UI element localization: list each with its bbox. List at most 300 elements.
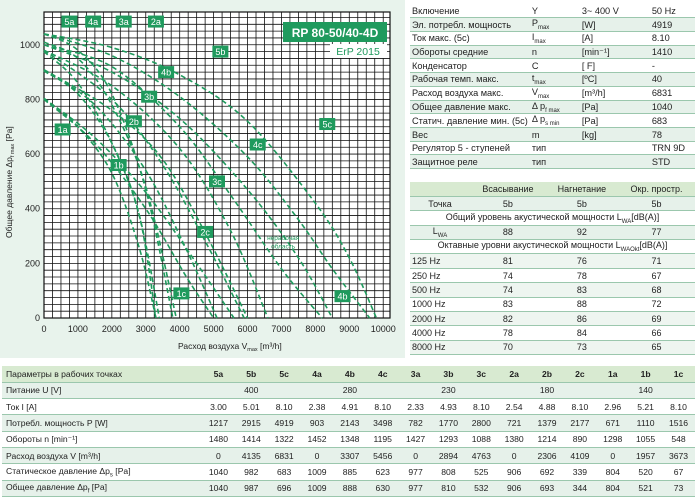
working-point-value: 2143	[333, 415, 366, 431]
y-tick-label: 600	[24, 149, 40, 160]
working-point-value: 623	[366, 464, 399, 480]
working-point-value: 721	[498, 415, 531, 431]
working-point-column-header: 3c	[465, 366, 498, 382]
spec-label: Включение	[410, 4, 530, 18]
working-point-value: 3673	[662, 447, 695, 463]
working-points-row-label	[2, 399, 202, 415]
working-point-value: 3.00	[202, 399, 235, 415]
working-point-value: 4.88	[531, 399, 564, 415]
subscript: WAOkt	[620, 247, 640, 254]
spec-row	[410, 155, 695, 169]
spec-label: Конденсатор	[410, 59, 530, 73]
subscript: WA	[621, 218, 632, 225]
spec-label: Общее давление макс.	[410, 100, 530, 114]
curve-label-5b	[212, 46, 228, 58]
spec-unit: [ F]	[580, 59, 650, 73]
text: Y	[531, 5, 538, 16]
x-tick-label: 0	[41, 324, 47, 334]
text: Общий уровень акустической мощности L	[445, 211, 622, 222]
text: тип	[531, 156, 547, 167]
working-point-value: 1088	[465, 431, 498, 447]
acoustic-band-frequency: 1000 Hz	[410, 297, 470, 311]
working-point-value: 1379	[531, 415, 564, 431]
working-points-row-label	[2, 480, 202, 496]
working-points-row-label	[2, 431, 202, 447]
subscript: s min	[545, 121, 560, 128]
acoustic-band-row	[410, 268, 695, 282]
x-tick-label: 7000	[271, 324, 292, 334]
spec-row	[410, 59, 695, 73]
x-tick-label: 3000	[135, 324, 156, 334]
curve-label-text: 5b	[215, 47, 226, 58]
text: Расход воздуха V [m³/h]	[6, 450, 101, 461]
working-point-value: 696	[268, 480, 301, 496]
working-points-row-label	[2, 464, 202, 480]
working-point-value: 344	[563, 480, 596, 496]
curve-label-text: 1c	[176, 288, 187, 299]
working-point-value: 2.33	[399, 399, 432, 415]
x-tick-label: 8000	[305, 324, 326, 334]
curve-label-4a	[85, 16, 101, 28]
acoustic-header-row	[410, 182, 695, 196]
working-point-value: 5.01	[235, 399, 268, 415]
working-point-value: 525	[465, 464, 498, 480]
working-points-row	[2, 415, 695, 431]
working-point-value: 73	[662, 480, 695, 496]
spec-unit: [ºC]	[580, 72, 650, 86]
spec-unit: [min⁻¹]	[580, 45, 650, 59]
acoustic-total-caption	[410, 211, 695, 225]
acoustic-column-header: Окр. простр.	[618, 182, 695, 196]
spec-row	[410, 4, 695, 18]
working-point-value: 2.54	[498, 399, 531, 415]
acoustic-band-value: 74	[470, 283, 546, 297]
spec-unit: [W]	[580, 18, 650, 32]
curve-label-4c	[250, 139, 266, 151]
spec-value: 683	[650, 114, 695, 128]
spec-label: Ток макс. (5c)	[410, 31, 530, 45]
spec-symbol	[530, 4, 580, 18]
text: Обороты n [min⁻¹]	[6, 433, 78, 444]
curve-label-3a	[116, 16, 132, 28]
working-point-value: 1348	[333, 431, 366, 447]
spec-symbol	[530, 45, 580, 59]
working-point-value: 0	[596, 447, 629, 463]
spec-unit	[580, 141, 650, 155]
acoustic-total-label	[410, 225, 470, 239]
working-point-value: 8.10	[662, 399, 695, 415]
working-point-value: 1195	[366, 431, 399, 447]
working-point-value: 1414	[235, 431, 268, 447]
subscript: max	[534, 38, 546, 45]
text: Общее давление Δp	[6, 481, 88, 492]
working-point-value: 548	[662, 431, 695, 447]
acoustic-table	[410, 182, 695, 355]
spec-label: Статич. давление мин. (5c)	[412, 115, 528, 126]
spec-label: Рабочая темп. макс.	[410, 72, 530, 86]
working-points-header-label: Параметры в рабочих точках	[2, 366, 202, 382]
spec-value: -	[650, 59, 695, 73]
curve-label-3c	[209, 175, 225, 187]
working-point-value: 1293	[432, 431, 465, 447]
x-tick-label: 5000	[203, 324, 224, 334]
spec-symbol	[530, 72, 580, 86]
working-point-column-header: 2a	[498, 366, 531, 382]
text: V	[531, 86, 538, 97]
curve-label-5c	[319, 118, 335, 130]
working-point-value: 532	[465, 480, 498, 496]
spec-row	[410, 141, 695, 155]
working-point-value: 4135	[235, 447, 268, 463]
working-point-value: 0	[498, 447, 531, 463]
text: L	[432, 225, 438, 236]
working-point-value: 692	[531, 464, 564, 480]
spec-label: Защитное реле	[410, 155, 530, 169]
spec-label: Обороты средние	[410, 45, 530, 59]
spec-symbol	[530, 128, 580, 142]
working-point-value: 5.21	[629, 399, 662, 415]
working-point-value: 1055	[629, 431, 662, 447]
acoustic-band-value: 88	[546, 297, 618, 311]
curve-label-text: 3a	[118, 17, 129, 28]
text: Потребл. мощность P [W]	[6, 418, 108, 429]
acoustic-band-value: 65	[618, 340, 695, 354]
working-points-row	[2, 447, 695, 463]
working-point-value: 808	[432, 464, 465, 480]
working-point-value: 782	[399, 415, 432, 431]
spec-row	[410, 31, 695, 45]
spec-value: 1040	[650, 100, 695, 114]
working-point-value: 1009	[301, 480, 334, 496]
working-point-value: 230	[399, 382, 498, 398]
acoustic-point-value: 5b	[470, 196, 546, 210]
working-point-value: 2800	[465, 415, 498, 431]
non-working-area-label: нерабочая	[267, 235, 300, 243]
acoustic-band-frequency: 8000 Hz	[410, 340, 470, 354]
working-point-value: 521	[629, 480, 662, 496]
text: m	[531, 129, 540, 140]
curve-label-4b	[335, 290, 351, 302]
non-working-area-label: область	[271, 243, 296, 251]
working-point-column-header: 4a	[301, 366, 334, 382]
working-point-value: 0	[301, 447, 334, 463]
working-point-value: 6831	[268, 447, 301, 463]
working-point-value: 804	[596, 464, 629, 480]
working-point-value: 2.38	[301, 399, 334, 415]
working-points-row	[2, 464, 695, 480]
working-point-column-header: 2c	[563, 366, 596, 382]
working-point-value: 140	[596, 382, 695, 398]
text: Октавные уровни акустической мощности L	[437, 240, 621, 251]
text: I	[531, 31, 535, 42]
acoustic-point-row	[410, 196, 695, 210]
curve-label-text: 4c	[252, 140, 263, 151]
working-point-column-header: 5c	[268, 366, 301, 382]
curve-label-text: 3c	[212, 176, 222, 187]
fan-curve-svg	[0, 0, 405, 358]
working-point-value: 885	[333, 464, 366, 480]
working-point-value: 1480	[202, 431, 235, 447]
spec-symbol	[530, 100, 580, 114]
working-point-value: 5456	[366, 447, 399, 463]
text: t	[531, 72, 535, 83]
working-point-column-header: 3b	[432, 366, 465, 382]
text: Питание U [V]	[6, 385, 62, 396]
curve-label-text: 2b	[128, 116, 139, 127]
curve-label-1b	[111, 159, 127, 171]
text: тип	[531, 143, 547, 154]
acoustic-octave-caption	[410, 240, 695, 254]
curve-label-4b	[158, 66, 174, 78]
acoustic-band-value: 84	[546, 326, 618, 340]
curve-label-3b	[141, 91, 157, 103]
working-point-value: 1516	[662, 415, 695, 431]
working-point-value: 888	[333, 480, 366, 496]
working-points-table	[2, 366, 695, 497]
text: Δ p	[531, 100, 546, 111]
acoustic-column-header: Нагнетание	[546, 182, 618, 196]
acoustic-total-row	[410, 225, 695, 239]
curve-label-text: 1a	[57, 124, 68, 135]
fan-curve-chart	[0, 0, 405, 358]
curve-label-1c	[173, 287, 189, 299]
working-point-value: 1217	[202, 415, 235, 431]
spec-label: Регулятор 5 - ступеней	[410, 141, 530, 155]
acoustic-band-frequency: 4000 Hz	[410, 326, 470, 340]
spec-symbol	[530, 114, 580, 128]
acoustic-band-value: 78	[470, 326, 546, 340]
acoustic-band-row	[410, 312, 695, 326]
spec-label: Расход воздуха макс.	[410, 86, 530, 100]
working-points-row-label	[2, 382, 202, 398]
working-points-row	[2, 431, 695, 447]
working-point-column-header: 1a	[596, 366, 629, 382]
working-points-row	[2, 382, 695, 398]
spec-symbol	[530, 141, 580, 155]
working-points-row	[2, 480, 695, 496]
working-point-value: 683	[268, 464, 301, 480]
acoustic-band-value: 82	[470, 312, 546, 326]
working-point-column-header: 3a	[399, 366, 432, 382]
acoustic-band-frequency: 500 Hz	[410, 283, 470, 297]
working-point-value: 67	[662, 464, 695, 480]
working-point-value: 339	[563, 464, 596, 480]
working-point-value: 693	[531, 480, 564, 496]
working-point-value: 1040	[202, 464, 235, 480]
acoustic-band-value: 83	[546, 283, 618, 297]
acoustic-band-frequency: 250 Hz	[410, 268, 470, 282]
acoustic-band-value: 81	[470, 254, 546, 268]
working-point-value: 977	[399, 464, 432, 480]
spec-unit: [Pa]	[580, 100, 650, 114]
curve-label-text: 4a	[88, 17, 99, 28]
working-point-value: 4919	[268, 415, 301, 431]
working-point-value: 3307	[333, 447, 366, 463]
working-point-value: 8.10	[465, 399, 498, 415]
spec-symbol	[530, 59, 580, 73]
curve-label-text: 4b	[337, 291, 348, 302]
working-point-value: 520	[629, 464, 662, 480]
spec-value: 1410	[650, 45, 695, 59]
acoustic-point-label: Точка	[410, 196, 470, 210]
spec-unit: [A]	[580, 31, 650, 45]
working-point-value: 1452	[301, 431, 334, 447]
acoustic-point-value: 5b	[546, 196, 618, 210]
curve-label-1a	[55, 123, 71, 135]
subscript: WA	[437, 232, 448, 239]
working-point-value: 2.96	[596, 399, 629, 415]
spec-row	[410, 72, 695, 86]
spec-row	[410, 18, 695, 32]
y-tick-label: 800	[24, 94, 40, 105]
working-point-value: 3498	[366, 415, 399, 431]
working-point-value: 1957	[629, 447, 662, 463]
working-point-value: 987	[235, 480, 268, 496]
curve-label-text: 3b	[144, 92, 155, 103]
spec-value: 50 Hz	[650, 4, 695, 18]
spec-value: TRN 9D	[650, 141, 695, 155]
working-point-value: 630	[366, 480, 399, 496]
y-tick-label: 200	[24, 258, 40, 269]
curve-label-text: 4b	[161, 67, 172, 78]
spec-unit: [m³/h]	[580, 86, 650, 100]
working-point-value: 0	[399, 447, 432, 463]
spec-row	[410, 128, 695, 142]
y-tick-label: 1000	[19, 39, 40, 50]
acoustic-band-value: 86	[546, 312, 618, 326]
spec-row	[410, 100, 695, 114]
acoustic-total-value: 92	[546, 225, 618, 239]
working-point-value: 804	[596, 480, 629, 496]
working-point-value: 180	[498, 382, 597, 398]
spec-row	[410, 86, 695, 100]
curve-label-5a	[61, 16, 77, 28]
acoustic-band-value: 76	[546, 254, 618, 268]
acoustic-total-value: 88	[470, 225, 546, 239]
working-point-value: 4.91	[333, 399, 366, 415]
working-point-value: 1110	[629, 415, 662, 431]
working-point-value: 8.10	[563, 399, 596, 415]
acoustic-band-value: 71	[618, 254, 695, 268]
x-tick-label: 4000	[169, 324, 190, 334]
spec-row	[410, 45, 695, 59]
working-point-value: 8.10	[366, 399, 399, 415]
acoustic-band-value: 78	[546, 268, 618, 282]
text: n	[531, 47, 537, 58]
working-point-value: 0	[202, 447, 235, 463]
curve-label-text: 5c	[322, 119, 333, 130]
working-point-column-header: 5a	[202, 366, 235, 382]
curve-label-text: 1b	[113, 160, 124, 171]
acoustic-band-frequency: 2000 Hz	[410, 312, 470, 326]
curve-label-text: 2a	[150, 17, 161, 28]
working-points-header-row	[2, 366, 695, 382]
spec-value: 8.10	[650, 31, 695, 45]
text: [Pa]	[112, 465, 131, 476]
working-point-value: 1214	[531, 431, 564, 447]
curve-label-text: 5a	[64, 17, 75, 28]
spec-row	[410, 114, 695, 128]
working-points-row-label	[2, 415, 202, 431]
spec-value: 6831	[650, 86, 695, 100]
subscript: max	[534, 79, 546, 86]
acoustic-corner	[410, 182, 470, 196]
spec-unit: [kg]	[580, 128, 650, 142]
spec-symbol	[530, 18, 580, 32]
working-point-value: 2894	[432, 447, 465, 463]
working-point-column-header: 4c	[366, 366, 399, 382]
working-point-value: 1380	[498, 431, 531, 447]
spec-label: Эл. потребл. мощность	[410, 18, 530, 32]
acoustic-band-value: 73	[546, 340, 618, 354]
working-point-value: 280	[301, 382, 400, 398]
acoustic-band-frequency: 125 Hz	[410, 254, 470, 268]
acoustic-octave-caption-row	[410, 240, 695, 254]
acoustic-band-value: 74	[470, 268, 546, 282]
working-point-column-header: 1b	[629, 366, 662, 382]
acoustic-total-caption-row	[410, 211, 695, 225]
working-point-value: 1427	[399, 431, 432, 447]
working-point-value: 890	[563, 431, 596, 447]
acoustic-total-value: 77	[618, 225, 695, 239]
x-tick-label: 10000	[370, 324, 396, 334]
spec-symbol	[530, 155, 580, 169]
working-point-value: 982	[235, 464, 268, 480]
working-point-value: 1009	[301, 464, 334, 480]
spec-label: Вес	[410, 128, 530, 142]
spec-unit	[580, 155, 650, 169]
acoustic-band-row	[410, 297, 695, 311]
working-point-value: 4109	[563, 447, 596, 463]
working-points-row-label	[2, 447, 202, 463]
curve-label-2a	[148, 16, 164, 28]
acoustic-band-value: 72	[618, 297, 695, 311]
acoustic-band-row	[410, 283, 695, 297]
working-point-value: 400	[202, 382, 301, 398]
x-tick-label: 9000	[339, 324, 360, 334]
working-point-value: 8.10	[268, 399, 301, 415]
working-point-value: 1040	[202, 480, 235, 496]
working-point-value: 1322	[268, 431, 301, 447]
text: [Pa]	[89, 481, 108, 492]
acoustic-column-header: Всасывание	[470, 182, 546, 196]
text: [dB(A)]	[639, 240, 668, 251]
subscript: s	[109, 472, 113, 479]
working-point-column-header: 4b	[333, 366, 366, 382]
working-point-column-header: 1c	[662, 366, 695, 382]
spec-value: 40	[650, 72, 695, 86]
subscript: f max	[545, 107, 560, 114]
spec-symbol	[530, 86, 580, 100]
working-point-value: 671	[596, 415, 629, 431]
text: Статическое давление Δp	[6, 465, 110, 476]
acoustic-band-row	[410, 340, 695, 354]
x-tick-label: 2000	[101, 324, 122, 334]
y-tick-label: 400	[24, 203, 40, 214]
acoustic-point-value: 5b	[618, 196, 695, 210]
acoustic-band-row	[410, 254, 695, 268]
subscript: max	[537, 93, 550, 100]
subscript: max	[537, 24, 550, 31]
curve-label-text: 2c	[200, 227, 210, 238]
acoustic-band-value: 67	[618, 268, 695, 282]
y-axis-label: Общее давление $\Delta p_{f max}$ [Pa]	[4, 126, 16, 238]
x-tick-label: 1000	[67, 324, 88, 334]
acoustic-band-value: 69	[618, 312, 695, 326]
working-point-value: 977	[399, 480, 432, 496]
spec-unit: [Pa]	[580, 114, 650, 128]
subscript: f	[87, 488, 90, 495]
